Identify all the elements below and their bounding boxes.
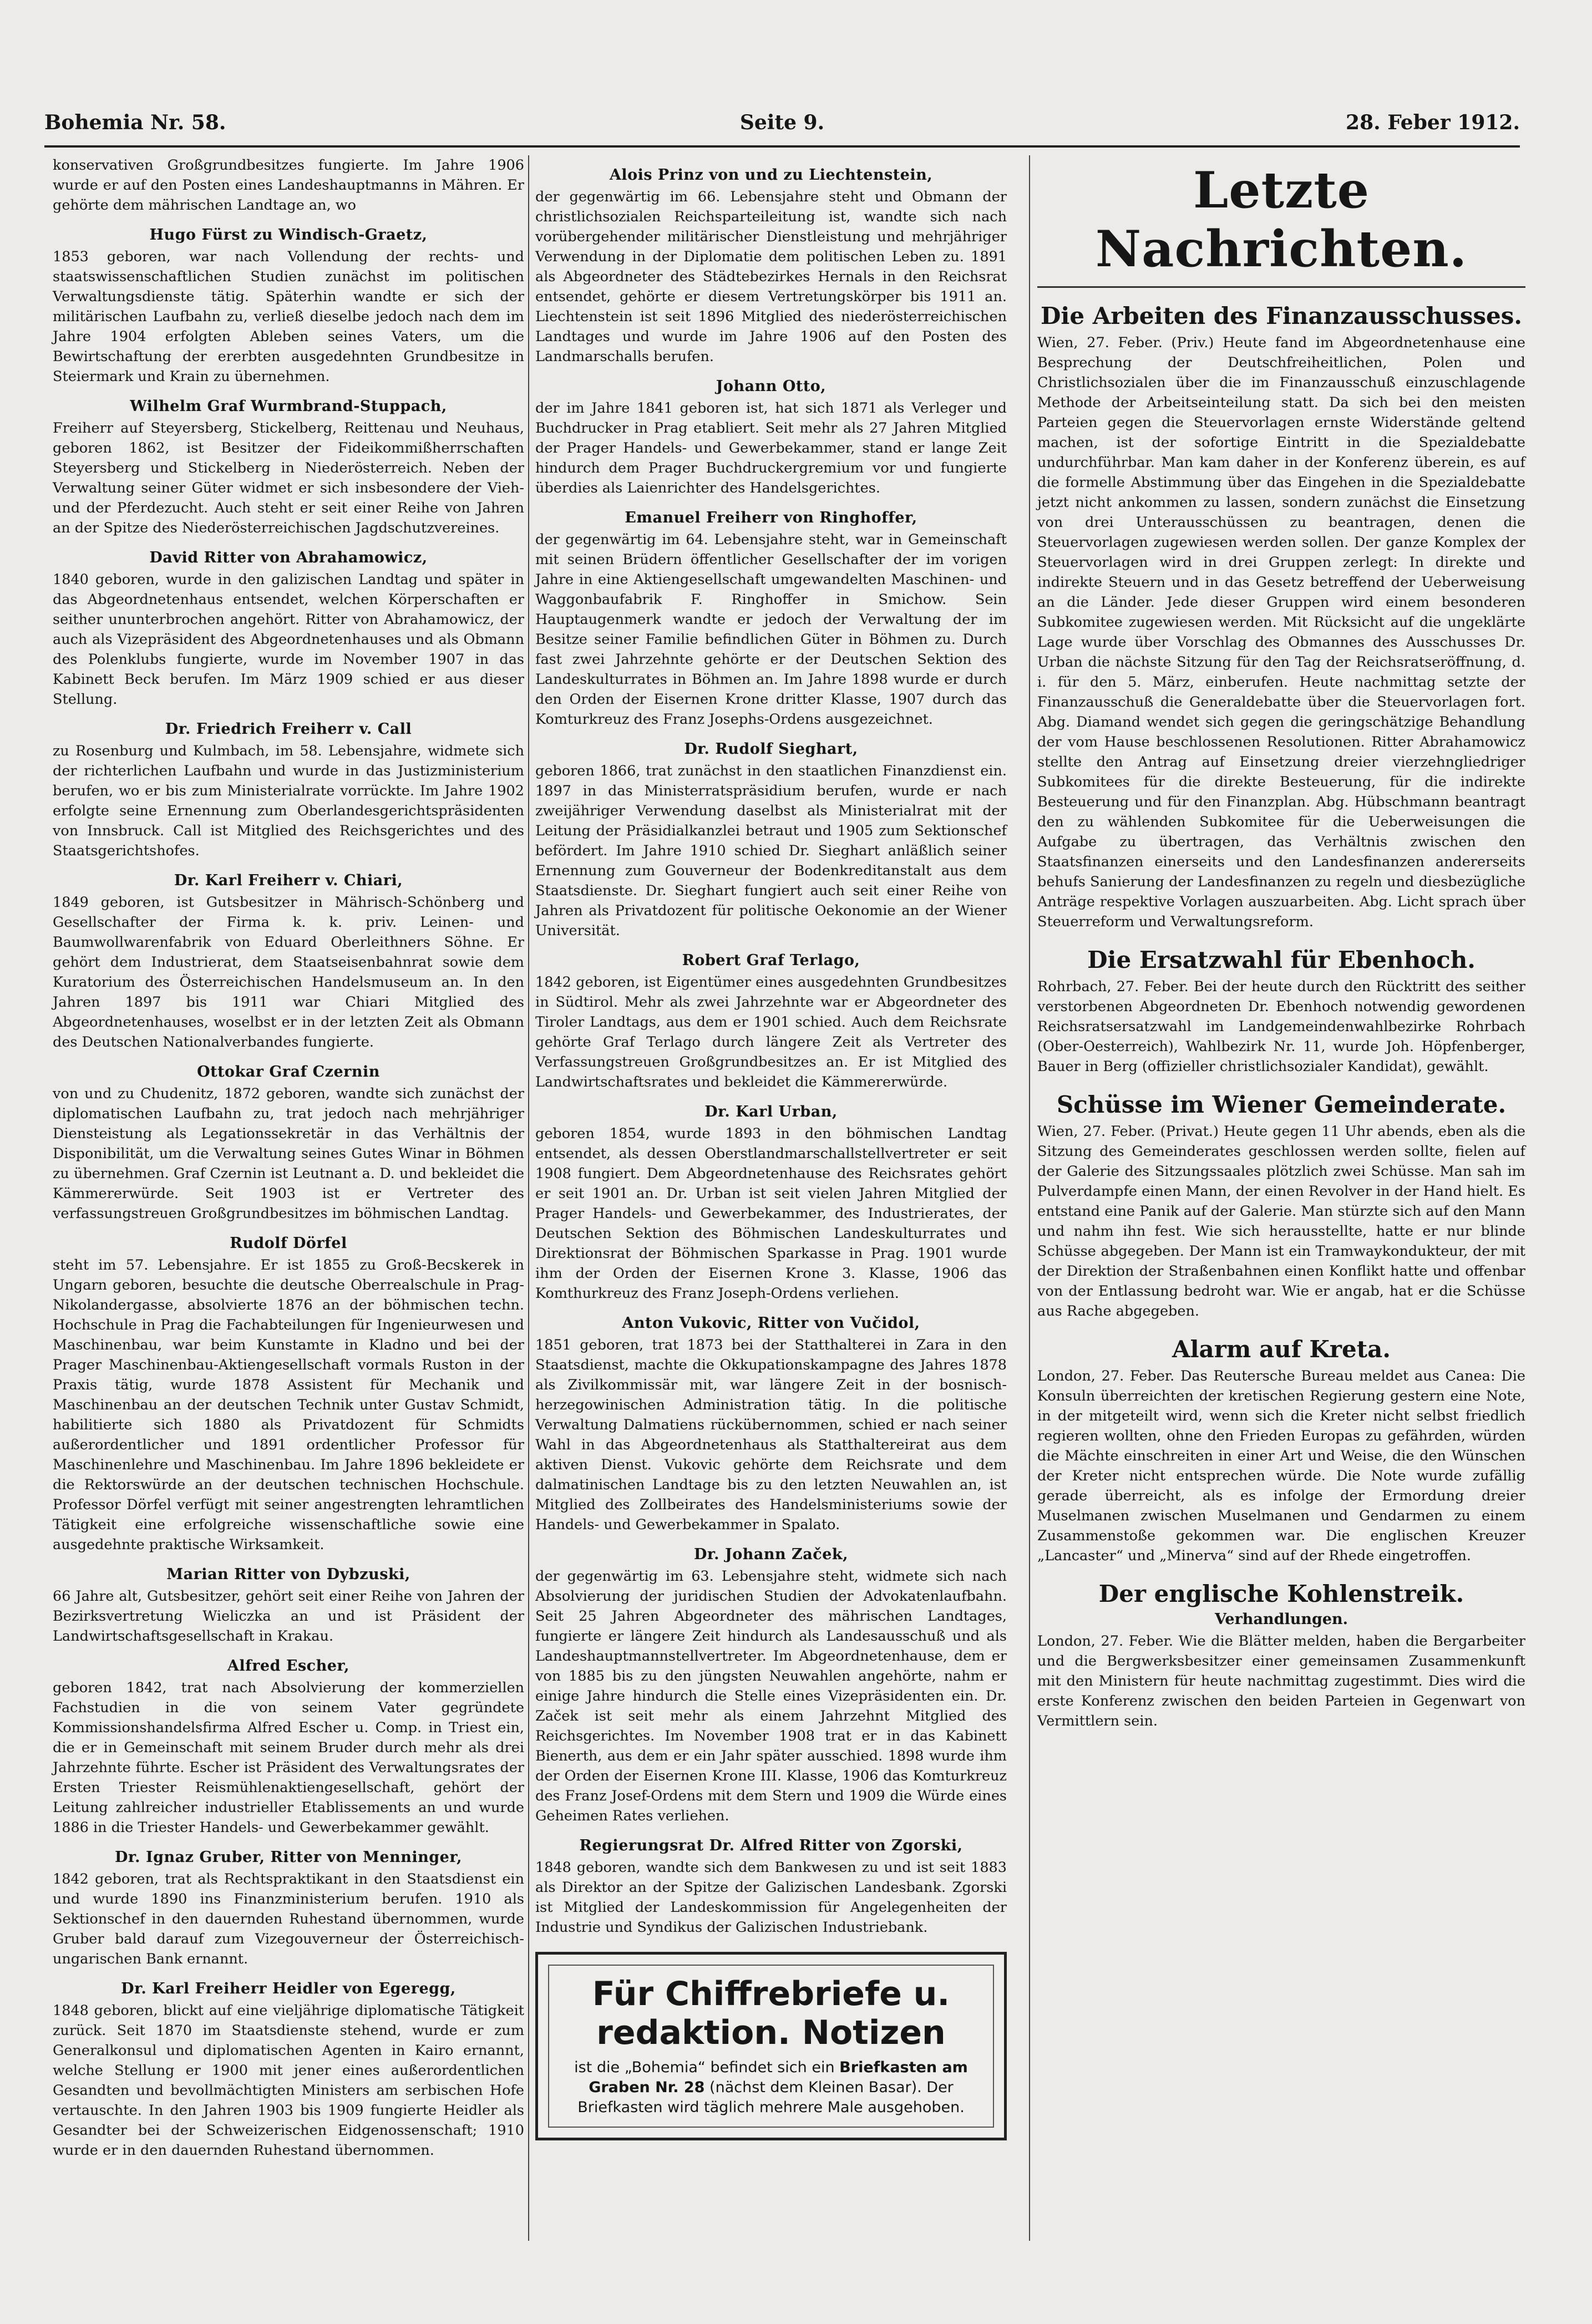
header-page-number: Seite 9.: [739, 111, 825, 134]
article-paragraph: konservativen Großgrundbesitzes fungierte. Im Jahre 1906 wurde er auf den Posten eines Landeshauptmanns in Mähren. Er gehörte dem mährischen Landtage an, wo: [53, 157, 524, 214]
ad-headline-2: redaktion. Notizen: [596, 2013, 946, 2052]
article-heading: David Ritter von Abrahamowicz,: [149, 549, 428, 566]
article-heading: Dr. Ignaz Gruber, Ritter von Menninger,: [115, 1849, 462, 1866]
article-paragraph: geboren 1866, trat zunächst in den staatlichen Finanzdienst ein. 1897 in das Ministerratspräsidium berufen, wurde er nach zweijähriger Verwendung daselbst als Ministerialrat mit der Leitung der Präsidialkanzlei betraut und 1905 zum Sektionschef befördert. Im Jahre 1910 schied Dr. Sieghart anläßlich seiner Ernennung zum Gouverneur der Bodenkreditanstalt aus dem Staatsdienste. Dr. Sieghart fungiert auch seit einer Reihe von Jahren als Privatdozent für politische Oekonomie an der Wiener Universität.: [535, 763, 1007, 939]
article-paragraph: der gegenwärtig im 66. Lebensjahre steht und Obmann der christlichsozialen Reichsparteileitung ist, wandte sich nach vorübergehender militärischer Dienstleistung und mehrjähriger Verwendung in der Diplomatie dem politischen Leben zu. 1891 als Abgeordneter des Städtebezirkes Hernals in den Reichsrat entsendet, gehörte er diesem Vertretungskörper bis 1911 an. Liechtenstein ist seit 1896 Mitglied des niederösterreichischen Landtages und wurde im Jahre 1906 auf den Posten des Landmarschalls berufen.: [535, 189, 1007, 365]
ad-body-3: (nächst dem Kleinen Basar). Der Briefkasten wird täglich mehrere Male ausgehoben.: [577, 2079, 965, 2116]
article-heading: Alois Prinz von und zu Liechtenstein,: [609, 166, 933, 184]
article-heading: Dr. Karl Freiherr Heidler von Egeregg,: [121, 1980, 456, 1997]
column-latest-news: [1037, 155, 1525, 1731]
advertisement-inner: [548, 1965, 994, 2128]
article-paragraph: der im Jahre 1841 geboren ist, hat sich 1871 als Verleger und Buchdrucker in Prag etabliert. Seit mehr als 27 Jahren Mitglied der Prager Handels- und Gewerbekammer, stand er lange Zeit hindurch dem Prager Buchdruckergremium vor und fungierte überdies als Laienrichter des Handelsgerichtes.: [535, 400, 1007, 496]
article-paragraph: steht im 57. Lebensjahre. Er ist 1855 zu Groß-Becskerek in Ungarn geboren, besuchte die deutsche Oberrealschule in Prag-Nikolandergasse, absolvierte 1876 an der böhmischen techn. Hochschule in Prag die Fachabteilungen für Ingenieurwesen und Maschinenbau, war beim Kunstamte in Kladno und bei der Prager Maschinenbau-Aktiengesellschaft vormals Ruston in der Praxis tätig, wurde 1878 Assistent für Mechanik und Maschinenbau an der deutschen Technik unter Gustav Schmidt, habilitierte sich 1880 als Privatdozent für Schmidts außerordentlicher und 1891 ordentlicher Professor für Maschinenlehre und Maschinenbau. Im Jahre 1896 bekleidete er die Rektorswürde an der deutschen technischen Hochschule. Professor Dörfel verfügt mit seiner angestrengten lehramtlichen Tätigkeit eine erfolgreiche wissenschaftliche sowie eine ausgedehnte praktische Wirksamkeit.: [53, 1257, 524, 1553]
article-heading: Dr. Karl Urban,: [704, 1103, 838, 1120]
column-biographies-1: [53, 155, 524, 2160]
article-heading: Dr. Karl Freiherr v. Chiari,: [174, 872, 403, 889]
article-paragraph: zu Rosenburg und Kulmbach, im 58. Lebensjahre, widmete sich der richterlichen Laufbahn und wurde in das Justizministerium berufen, wo er bis zum Ministerialrate vorrückte. Im Jahre 1902 erfolgte seine Ernennung zum Oberlandesgerichtspräsidenten von Innsbruck. Call ist Mitglied des Reichsgerichtes und des Staatsgerichtshofes.: [53, 743, 524, 859]
article-paragraph: Wien, 27. Feber. (Privat.) Heute gegen 11 Uhr abends, eben als die Sitzung des Gemeinderates geschlossen werden sollte, fielen auf der Galerie des Sitzungssaales plötzlich zwei Schüsse. Man sah im Pulverdampfe einen Mann, der einen Revolver in der Hand hielt. Es entstand eine Panik auf der Galerie. Man stürzte sich auf den Mann und nahm ihn fest. Wie sich herausstellte, hatte er nur blinde Schüsse abgegeben. Der Mann ist ein Tramwaykondukteur, der mit der Direktion der Straßenbahnen einen Konflikt hatte und offenbar von der Entlassung bedroht war. Wie er angab, hat er die Schüsse aus Rache abgegeben.: [1037, 1123, 1525, 1320]
article-heading: Schüsse im Wiener Gemeinderate.: [1056, 1091, 1507, 1118]
article-heading: Die Ersatzwahl für Ebenhoch.: [1087, 946, 1476, 973]
article-paragraph: 1840 geboren, wurde in den galizischen Landtag und später in das Abgeordnetenhaus entsendet, welchen Körperschaften er seither ununterbrochen angehört. Ritter von Abrahamowicz, der auch als Vizepräsident des Abgeordnetenhauses und als Obmann des Polenklubs fungierte, wurde im November 1907 in das Kabinett Beck berufen. Im März 1909 schied er aus dieser Stellung.: [53, 571, 524, 708]
article-heading: Emanuel Freiherr von Ringhoffer,: [625, 509, 917, 526]
article-paragraph: 1851 geboren, trat 1873 bei der Statthalterei in Zara in den Staatsdienst, machte die Okkupationskampagne des Jahres 1878 als Zivilkommissär mit, war längere Zeit in der bosnisch-herzegowinischen Administration tätig. In die politische Verwaltung Dalmatiens rückübernommen, schied er nach seiner Wahl in das Abgeordnetenhaus als Statthaltereirat aus dem aktiven Dienst. Vukovic gehörte dem Reichsrate und dem dalmatinischen Landtage bis zu den letzten Neuwahlen an, ist Mitglied des Zollbeirates des Handelsministeriums sowie der Handels- und Gewerbekammer in Spalato.: [535, 1337, 1007, 1533]
article-paragraph: geboren 1854, wurde 1893 in den böhmischen Landtag entsendet, als dessen Oberstlandmarschallstellvertreter er seit 1908 fungiert. Dem Abgeordnetenhause des Reichsrates gehört er seit 1901 an. Dr. Urban ist seit vielen Jahren Mitglied der Prager Handels- und Gewerbekammer, des Industrierates, der Deutschen Sektion des Böhmischen Landeskulturrates und Direktionsrat der Böhmischen Sparkasse in Prag. 1901 wurde ihm der Orden der Eisernen Krone 3. Klasse, 1906 das Komthurkreuz des Franz Joseph-Ordens verliehen.: [535, 1125, 1007, 1302]
article-paragraph: Freiherr auf Steyersberg, Stickelberg, Reittenau und Neuhaus, geboren 1862, ist Besitzer der Fideikommißherrschaften Steyersberg und Stickelberg in Niederösterreich. Neben der Verwaltung seiner Güter widmet er sich insbesondere der Vieh- und der Pferdezucht. Auch steht er seit einer Reihe von Jahren an der Spitze des Niederösterreichischen Jagdschutzvereines.: [53, 420, 524, 536]
page-header: [44, 105, 1520, 144]
article-heading: Der englische Kohlenstreik.: [1098, 1580, 1464, 1607]
article-paragraph: London, 27. Feber. Wie die Blätter melden, haben die Bergarbeiter und die Bergwerksbesitzer einer gemeinsamen Zusammenkunft mit den Ministern für heute nachmittag zugestimmt. Dies wird die erste Konferenz zwischen den beiden Parteien in Gegenwart von Vermittlern sein.: [1037, 1633, 1525, 1729]
article-heading: Regierungsrat Dr. Alfred Ritter von Zgorski,: [579, 1837, 963, 1854]
article-heading: Anton Vukovic, Ritter von Vučidol,: [622, 1315, 920, 1332]
title-rule: [1037, 286, 1525, 288]
article-paragraph: London, 27. Feber. Das Reutersche Bureau meldet aus Canea: Die Konsuln überreichten der kretischen Regierung gestern eine Note, in der mitgeteilt wird, wenn sich die Kreter nicht selbst friedlich regieren wollten, ohne den Frieden Europas zu gefährden, würden die Mächte einschreiten in einer Art und Weise, die den Wünschen der Kreter nicht entsprechen würde. Die Note wurde zufällig gerade überreicht, als es infolge der Ermordung dreier Muselmanen zwischen Muselmanen und Gendarmen zu einem Zusammenstoße gekommen war. Die englischen Kreuzer „Lancaster“ und „Minerva“ sind auf der Rhede eingetroffen.: [1037, 1368, 1525, 1564]
header-issue: Bohemia Nr. 58.: [44, 111, 226, 134]
column-divider: [528, 155, 529, 2241]
article-paragraph: 66 Jahre alt, Gutsbesitzer, gehört seit einer Reihe von Jahren der Bezirksvertretung Wieliczka an und ist Präsident der Landwirtschaftsgesellschaft in Krakau.: [53, 1588, 524, 1645]
article-heading: Dr. Rudolf Sieghart,: [684, 740, 858, 758]
ad-body-2: Briefkasten am Graben Nr. 28: [589, 2059, 968, 2096]
article-heading: Rudolf Dörfel: [230, 1235, 347, 1252]
article-paragraph: der gegenwärtig im 63. Lebensjahre steht, widmete sich nach Absolvierung der juridischen Studien der Advokatenlaufbahn. Seit 25 Jahren Abgeordneter des mährischen Landtages, fungierte er längere Zeit hindurch als Landesausschuß und als Landeshauptmannstellvertreter. Im Abgeordnetenhause, dem er von 1885 bis zu den jüngsten Neuwahlen angehörte, nahm er einige Jahre hindurch die Stelle eines Vizepräsidenten ein. Dr. Začek ist seit mehr als einem Jahrzehnt Mitglied des Reichsgerichtes. Im November 1908 trat er in das Kabinett Bienerth, aus dem er ein Jahr später ausschied. 1898 wurde ihm der Orden der Eisernen Krone III. Klasse, 1906 das Komturkreuz des Franz Josef-Ordens mit dem Stern und 1909 die Würde eines Geheimen Rates verliehen.: [535, 1568, 1007, 1824]
column-divider: [1029, 155, 1030, 2241]
advertisement-box: [535, 1952, 1007, 2140]
article-paragraph: der gegenwärtig im 64. Lebensjahre steht, war in Gemeinschaft mit seinen Brüdern öffentlicher Gesellschafter der im vorigen Jahre in eine Aktiengesellschaft umgewandelten Maschinen- und Waggonbaufabrik F. Ringhoffer in Smichow. Sein Hauptaugenmerk wandte er jedoch der Verwaltung der im Besitze seiner Familie befindlichen Güter in Böhmen zu. Durch fast zwei Jahrzehnte gehörte er der Deutschen Sektion des Landeskulturrates in Böhmen an. Im Jahre 1898 wurde er durch den Orden der Eisernen Krone dritter Klasse, 1907 durch das Komturkreuz des Franz Josephs-Ordens ausgezeichnet.: [535, 531, 1007, 728]
ad-body-1: ist die „Bohemia“ befindet sich ein: [574, 2059, 835, 2076]
article-heading: Dr. Johann Začek,: [694, 1546, 848, 1563]
article-heading: Alfred Escher,: [227, 1657, 350, 1675]
article-paragraph: 1842 geboren, ist Eigentümer eines ausgedehnten Grundbesitzes in Südtirol. Mehr als zwei Jahrzehnte war er Abgeordneter des Tiroler Landtags, aus dem er 1901 schied. Auch dem Reichsrate gehörte Graf Terlago durch längere Zeit als Vertreter des Verfassungstreuen Großgrundbesitzes an. Er ist Mitglied des Landwirtschaftsrates und bekleidet die Kämmererwürde.: [535, 974, 1007, 1090]
article-heading: Robert Graf Terlago,: [682, 952, 860, 969]
article-heading: Die Arbeiten des Finanzausschusses.: [1041, 302, 1522, 329]
article-heading: Hugo Fürst zu Windisch-Graetz,: [149, 226, 428, 243]
article-paragraph: 1848 geboren, blickt auf eine vieljährige diplomatische Tätigkeit zurück. Seit 1870 im Staatsdienste stehend, wurde er zum Generalkonsul und diplomatischen Agenten in Kairo ernannt, welche Stellung er 1900 mit jener eines außerordentlichen Gesandten und bevollmächtigten Ministers am serbischen Hofe vertauschte. In den Jahren 1903 bis 1909 fungierte Heidler als Gesandter bei der Schweizerischen Eidgenossenschaft; 1910 wurde er in den dauernden Ruhestand übernommen.: [53, 2002, 524, 2159]
article-paragraph: 1849 geboren, ist Gutsbesitzer in Mährisch-Schönberg und Gesellschafter der Firma k. k. priv. Leinen- und Baumwollwarenfabrik von Eduard Oberleithners Söhne. Er gehört dem Industrierat, dem Staatseisenbahnrat sowie dem Kuratorium des Österreichischen Handelsmuseum an. In den Jahren 1897 bis 1911 war Chiari Mitglied des Abgeordnetenhauses, woselbst er in der letzten Zeit als Obmann des Deutschen Nationalverbandes fungierte.: [53, 894, 524, 1051]
article-heading: Marian Ritter von Dybzuski,: [166, 1566, 410, 1583]
header-rule: [44, 145, 1520, 148]
article-heading: Johann Otto,: [716, 378, 827, 395]
article-paragraph: 1842 geboren, trat als Rechtspraktikant in den Staatsdienst ein und wurde 1890 ins Finanzministerium berufen. 1910 als Sektionschef in den dauernden Ruhestand übernommen, wurde Gruber bald darauf zum Vizegouverneur der Österreichisch-ungarischen Bank ernannt.: [53, 1871, 524, 1967]
ad-headline-1: Für Chiffrebriefe u.: [592, 1975, 950, 2013]
ad-body: [558, 2058, 984, 2118]
article-paragraph: 1853 geboren, war nach Vollendung der rechts- und staatswissenschaftlichen Studien zunächst im politischen Verwaltungsdienste tätig. Späterhin wandte er sich der militärischen Laufbahn zu, verließ dieselbe jedoch nach dem im Jahre 1904 erfolgten Ableben seines Vaters, um die Bewirtschaftung der ererbten ausgedehnten Grundbesitze in Steiermark und Krain zu übernehmen.: [53, 248, 524, 385]
latest-news-title: Letzte Nachrichten.: [1095, 161, 1468, 278]
article-paragraph: 1848 geboren, wandte sich dem Bankwesen zu und ist seit 1883 als Direktor an der Spitze der Galizischen Landesbank. Zgorski ist Mitglied der Landeskommission für Angelegenheiten der Industrie und Syndikus der Galizischen Industriebank.: [535, 1859, 1007, 1936]
column-biographies-2: [535, 155, 1007, 2140]
article-heading: Ottokar Graf Czernin: [197, 1063, 380, 1080]
article-paragraph: Wien, 27. Feber. (Priv.) Heute fand im Abgeordnetenhause eine Besprechung der Deutschfreiheitlichen, Polen und Christlichsozialen über die im Finanzausschuß einzuschlagende Methode der Arbeitseinteilung statt. Da sich bei den meisten Parteien gegen die Steuervorlagen ernste Widerstände geltend machen, ist der sofortige Eintritt in die Spezialdebatte undurchführbar. Man kam daher in der Konferenz überein, es auf die formelle Abstimmung über das Eingehen in die Spezialdebatte jetzt nicht ankommen zu lassen, sondern zunächst die Einsetzung von drei Unterausschüssen zu beantragen, denen die Steuervorlagen zugewiesen werden sollen. Der ganze Komplex der Steuervorlagen wird in drei Gruppen zerlegt: In direkte und indirekte Steuern und in das Gesetz betreffend der Ueberweisung an die Länder. Jede dieser Gruppen wird einem besonderen Subkomitee zugewiesen werden. Mit Rücksicht auf die ungeklärte Lage wurde über Vorschlag des Obmannes des Ausschusses Dr. Urban die nächste Sitzung für den Tag der Reichsratseröffnung, d. i. für den 5. März, einberufen. Heute nachmittag setzte der Finanzausschuß die Generaldebatte über die Steuervorlagen fort. Abg. Diamand wendet sich gegen die geringschätzige Behandlung der vom Hause beschlossenen Resolutionen. Ritter Abrahamowicz stellte den Antrag auf Einsetzung dreier vierzehngliedriger Subkomitees für die direkte Besteuerung, für die indirekte Besteuerung und für den Finanzplan. Abg. Hübschmann beantragt den zu wählenden Subkomitee für die Ueberweisungen die Aufgabe zu übertragen, das Verhältnis zwischen den Staatsfinanzen einerseits und den Landesfinanzen andererseits behufs Sanierung der Landesfinanzen zu regeln und diesbezügliche Anträge respektive Vorlagen auszuarbeiten. Abg. Licht sprach über Steuerreform und Verwaltungsreform.: [1037, 334, 1525, 930]
article-paragraph: Rohrbach, 27. Feber. Bei der heute durch den Rücktritt des seither verstorbenen Abgeordneten Dr. Ebenhoch notwendig gewordenen Reichsratsersatzwahl im Landgemeindenwahlbezirke Rohrbach (Ober-Oesterreich), Wahlbezirk Nr. 11, wurde Joh. Höpfenberger, Bauer in Berg (offizieller christlichsozialer Kandidat), gewählt.: [1037, 978, 1525, 1075]
article-heading: Dr. Friedrich Freiherr v. Call: [165, 720, 412, 738]
article-paragraph: von und zu Chudenitz, 1872 geboren, wandte sich zunächst der diplomatischen Laufbahn zu, trat jedoch nach mehrjähriger Diensteistung als Legationssekretär in das Verhältnis der Disponibilität, um die Verwaltung seines Gutes Winar in Böhmen zu übernehmen. Graf Czernin ist Leutnant a. D. und bekleidet die Kämmererwürde. Seit 1903 ist er Vertreter des verfassungstreuen Großgrundbesitzes im böhmischen Landtag.: [53, 1085, 524, 1222]
article-heading: Alarm auf Kreta.: [1172, 1336, 1391, 1363]
article-paragraph: geboren 1842, trat nach Absolvierung der kommerziellen Fachstudien in die von seinem Vater gegründete Kommissionshandelsfirma Alfred Escher u. Comp. in Triest ein, die er in Gemeinschaft mit seinem Bruder durch mehr als drei Jahrzehnte führte. Escher ist Präsident des Verwaltungsrates der Ersten Triester Reismühlenaktiengesellschaft, gehört der Leitung zahlreicher industrieller Etablissements an und wurde 1886 in die Triester Handels- und Gewerbekammer gewählt.: [53, 1679, 524, 1836]
header-date: 28. Feber 1912.: [1346, 111, 1520, 134]
article-heading: Wilhelm Graf Wurmbrand-Stuppach,: [130, 398, 447, 415]
article-subheading: Verhandlungen.: [1214, 1611, 1348, 1628]
